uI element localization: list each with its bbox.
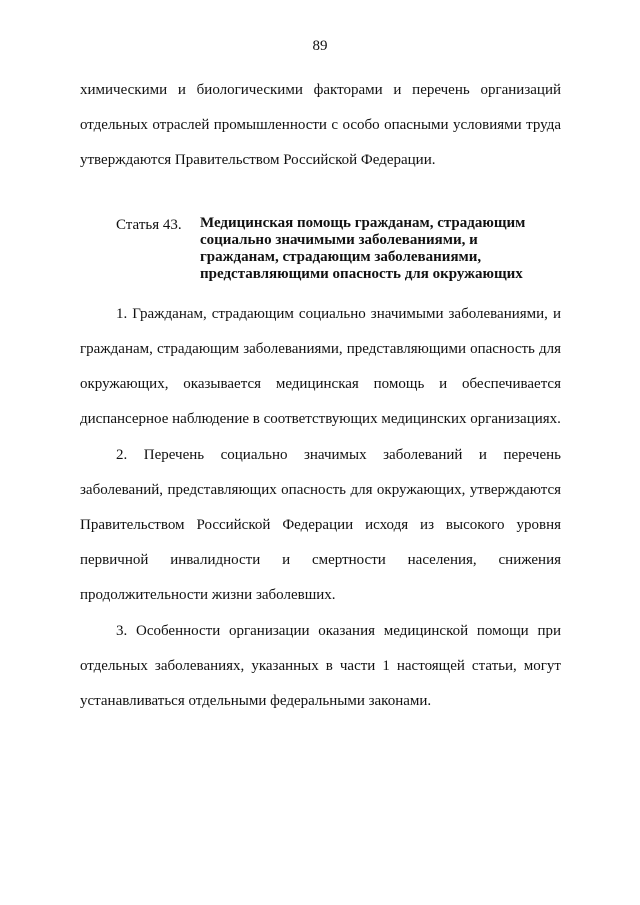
article-title-line: представляющими опасность для окружающих — [200, 266, 523, 282]
text-line: Правительством Российской Федерации исходя из высокого уровня — [80, 517, 561, 533]
text-line: утверждаются Правительством Российской Федерации. — [80, 152, 436, 168]
text-line: устанавливаться отдельными федеральными законами. — [80, 693, 432, 709]
text-line: первичной инвалидности и смертности населения, снижения — [80, 552, 561, 568]
text-line: 3. Особенности организации оказания медицинской помощи при — [116, 623, 561, 639]
article-title-line: Медицинская помощь гражданам, страдающим — [200, 215, 526, 231]
article-number: Статья 43. — [116, 217, 182, 233]
text-line: отдельных отраслей промышленности с особо опасными условиями труда — [80, 117, 561, 133]
text-line: отдельных заболеваниях, указанных в части 1 настоящей статьи, могут — [80, 658, 561, 674]
text-line: продолжительности жизни заболевших. — [80, 587, 336, 603]
text-line: 1. Гражданам, страдающим социально значимыми заболеваниями, и — [116, 306, 561, 322]
text-line: 2. Перечень социально значимых заболеваний и перечень — [116, 447, 561, 463]
text-line: гражданам, страдающим заболеваниями, представляющими опасность для — [80, 341, 561, 357]
article-title — [200, 215, 540, 283]
text-line: заболеваний, представляющих опасность для окружающих, утверждаются — [80, 482, 561, 498]
text-line: диспансерное наблюдение в соответствующих медицинских организациях. — [80, 411, 561, 427]
article-title-line: социально значимыми заболеваниями, и — [200, 232, 478, 248]
article-title-line: гражданам, страдающим заболеваниями, — [200, 249, 482, 265]
page-number: 89 — [312, 38, 328, 54]
text-line: химическими и биологическими факторами и перечень организаций — [80, 82, 561, 98]
text-line: окружающих, оказывается медицинская помощь и обеспечивается — [80, 376, 561, 392]
